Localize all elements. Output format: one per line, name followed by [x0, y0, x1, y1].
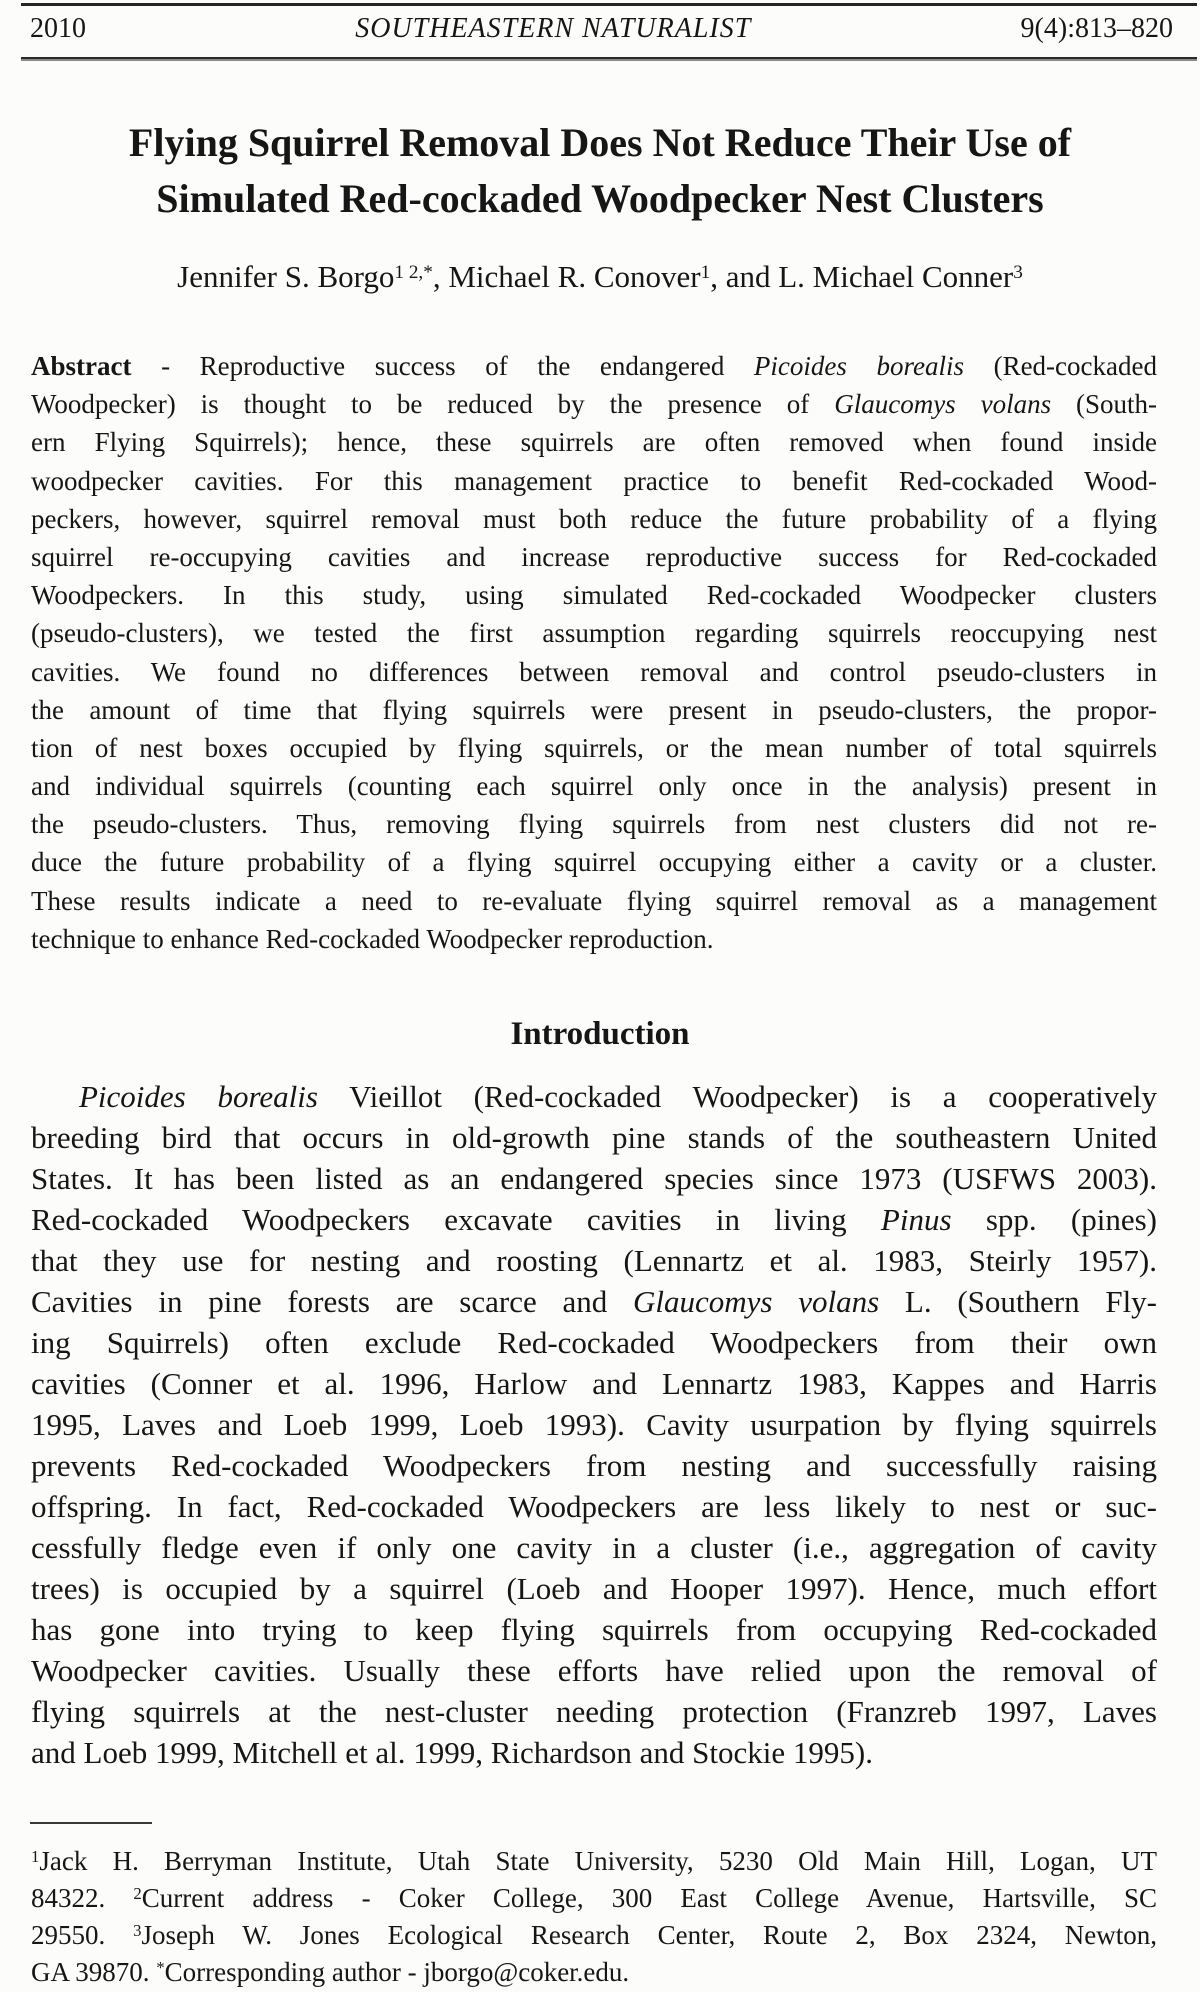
introduction-paragraph [31, 1076, 1157, 1773]
text-line: GA 39870. *Corresponding author - jborgo@coker.edu. [31, 1957, 630, 1987]
text-line: Simulated Red-cockaded Woodpecker Nest Clusters [156, 176, 1044, 221]
text-line: squirrel re-occupying cavities and increase reproductive success for Red-cockaded [31, 541, 1157, 572]
journal-year: 2010 [30, 13, 86, 44]
text-line: States. It has been listed as an endangered species since 1973 (USFWS 2003). [31, 1161, 1157, 1196]
text-line: woodpecker cavities. For this management practice to benefit Red-cockaded Wood- [31, 465, 1157, 496]
text-line: tion of nest boxes occupied by flying squirrels, or the mean number of total squirrels [31, 732, 1157, 763]
text-line: Abstract - Reproductive success of the endangered Picoides borealis (Red-cockaded [31, 351, 1157, 381]
text-line: breeding bird that occurs in old-growth pine stands of the southeastern United [31, 1120, 1157, 1155]
text-line: Picoides borealis Vieillot (Red-cockaded Woodpecker) is a cooperatively [79, 1079, 1157, 1114]
text-line: Woodpeckers. In this study, using simulated Red-cockaded Woodpecker clusters [31, 580, 1157, 611]
introduction-heading: Introduction [510, 1016, 690, 1052]
text-line: 84322. $^2$Current address - Coker College, 300 East College Avenue, Hartsville, SC [31, 1883, 1157, 1913]
header-top-rule [21, 3, 1197, 6]
text-line: ern Flying Squirrels); hence, these squirrels are often removed when found inside [31, 427, 1157, 458]
article-title [0, 115, 1200, 227]
text-line: Cavities in pine forests are scarce and Glaucomys volans L. (Southern Fly- [31, 1284, 1157, 1319]
text-line: Flying Squirrel Removal Does Not Reduce Their Use of [128, 120, 1072, 165]
footnote-separator [30, 1822, 152, 1824]
text-line: These results indicate a need to re-evaluate flying squirrel removal as a management [31, 885, 1157, 916]
text-line: trees) is occupied by a squirrel (Loeb and Hooper 1997). Hence, much effort [31, 1571, 1157, 1606]
text-line: technique to enhance Red-cockaded Woodpecker reproduction. [31, 923, 714, 954]
text-line: the amount of time that flying squirrels were present in pseudo-clusters, the propor- [31, 694, 1157, 725]
header-bottom-rule [21, 57, 1197, 59]
text-line: the pseudo-clusters. Thus, removing flying squirrels from nest clusters did not re- [31, 809, 1157, 840]
text-line: cavities. We found no differences between removal and control pseudo-clusters in [31, 656, 1157, 687]
text-line: peckers, however, squirrel removal must both reduce the future probability of a flying [31, 503, 1157, 534]
text-line: Woodpecker cavities. Usually these efforts have relied upon the removal of [31, 1653, 1157, 1688]
text-line: (pseudo-clusters), we tested the first assumption regarding squirrels reoccupying nest [31, 618, 1157, 649]
text-line: 1995, Laves and Loeb 1999, Loeb 1993). Cavity usurpation by flying squirrels [31, 1407, 1157, 1442]
text-line: flying squirrels at the nest-cluster needing protection (Franzreb 1997, Laves [31, 1694, 1157, 1729]
author-line [0, 255, 1200, 299]
text-line: Red-cockaded Woodpeckers excavate cavities in living Pinus spp. (pines) [31, 1202, 1157, 1237]
text-line: that they use for nesting and roosting (Lennartz et al. 1983, Steirly 1957). [31, 1243, 1157, 1278]
abstract-paragraph [31, 347, 1157, 958]
text-line: and individual squirrels (counting each squirrel only once in the analysis) present in [31, 771, 1157, 802]
text-line: ing Squirrels) often exclude Red-cockaded Woodpeckers from their own [31, 1325, 1157, 1360]
text-line: duce the future probability of a flying squirrel occupying either a cavity or a cluster. [31, 847, 1157, 878]
text-line: prevents Red-cockaded Woodpeckers from nesting and successfully raising [31, 1448, 1157, 1483]
text-line: offspring. In fact, Red-cockaded Woodpeckers are less likely to nest or suc- [31, 1489, 1157, 1524]
journal-citation: 9(4):813–820 [1020, 13, 1173, 44]
text-line: Woodpecker) is thought to be reduced by the presence of Glaucomys volans (South- [31, 389, 1157, 420]
text-line: Jennifer S. Borgo$^{1 2,*}$, Michael R. Conover$^1$, and L. Michael Conner$^3$ [177, 259, 1023, 294]
text-line: $^1$Jack H. Berryman Institute, Utah State University, 5230 Old Main Hill, Logan, UT [31, 1846, 1157, 1876]
text-line: cessfully fledge even if only one cavity in a cluster (i.e., aggregation of cavity [31, 1530, 1157, 1565]
footnotes [31, 1843, 1157, 1991]
text-line: and Loeb 1999, Mitchell et al. 1999, Richardson and Stockie 1995). [31, 1735, 873, 1770]
text-line: 29550. $^3$Joseph W. Jones Ecological Research Center, Route 2, Box 2324, Newton, [31, 1920, 1157, 1950]
journal-name: SOUTHEASTERN NATURALIST [355, 13, 752, 44]
text-line: has gone into trying to keep flying squirrels from occupying Red-cockaded [31, 1612, 1157, 1647]
text-line: cavities (Conner et al. 1996, Harlow and Lennartz 1983, Kappes and Harris [31, 1366, 1157, 1401]
journal-header [30, 12, 1173, 46]
